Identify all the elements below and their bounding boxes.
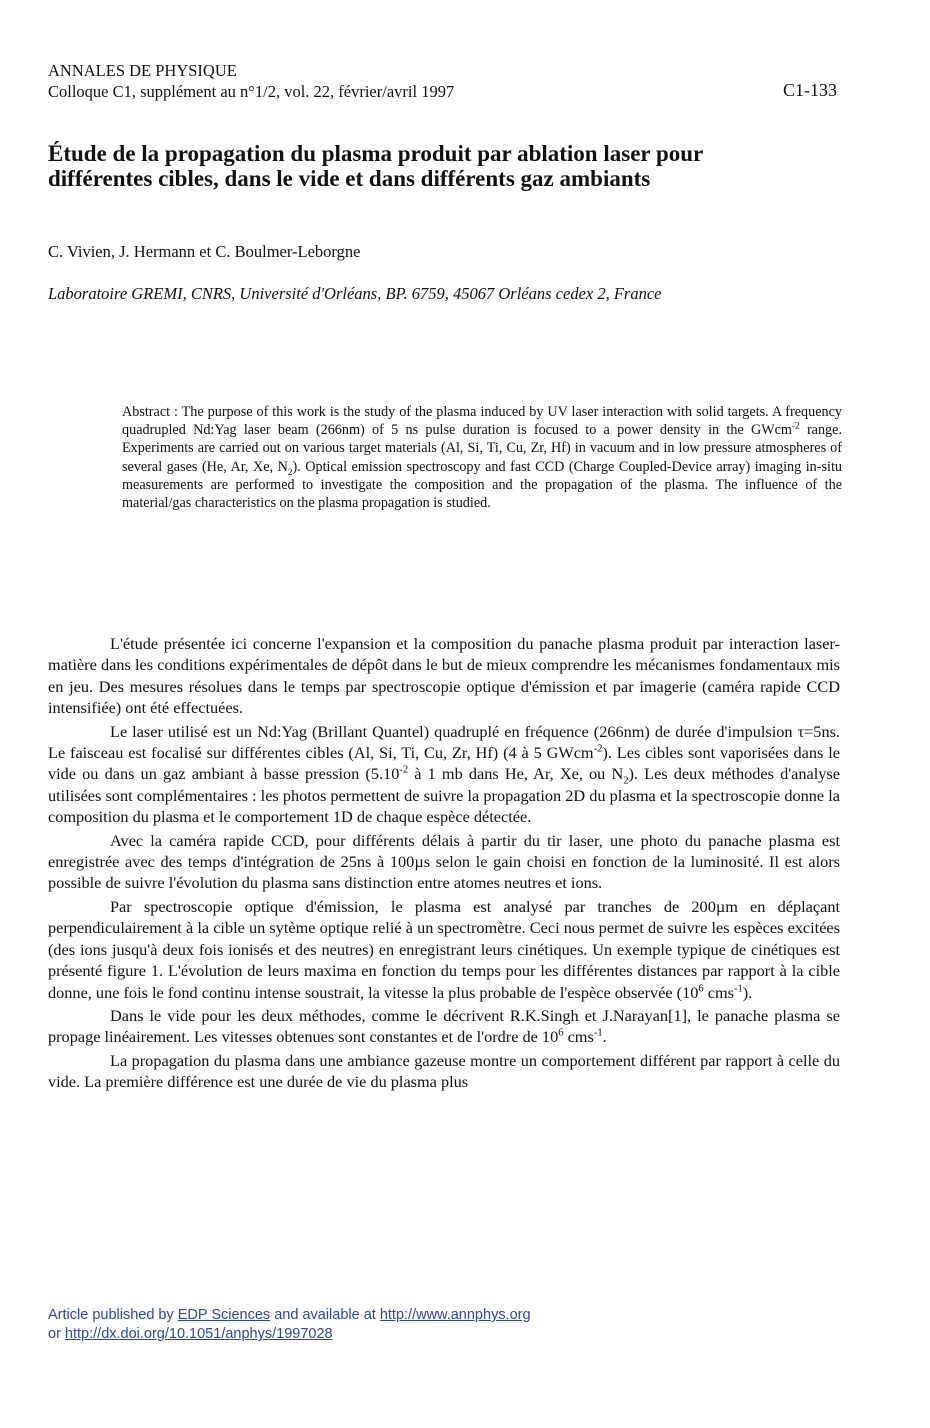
article-authors: C. Vivien, J. Hermann et C. Boulmer-Leborgne — [48, 242, 361, 261]
paragraph-2-part-a: Le laser utilisé est un Nd:Yag (Brillant Quantel) quadruplé en fréquence (266nm) de durée d'impulsion τ=5ns. Le faisceau est focalisé sur différentes cibles (Al, Si, Ti, Cu, Zr, Hf) (4 à 5 GWcm — [48, 721, 840, 763]
paragraph-5-part-b: cms — [563, 1027, 594, 1047]
abstract-text-1: Abstract : The purpose of this work is the study of the plasma induced by UV laser interaction with solid targets. A frequency quadrupled Nd:Yag laser beam (266nm) of 5 ns pulse duration is focused to a power density in the GWcm — [122, 404, 842, 439]
footer-line-1 — [48, 1306, 848, 1325]
article-title: Étude de la propagation du plasma produit par ablation laser pour différentes cibles, dans le vide et dans différents gaz ambiants — [48, 141, 703, 191]
journal-name: ANNALES DE PHYSIQUE — [48, 61, 237, 80]
page-number: C1-133 — [783, 80, 837, 100]
body-text — [48, 633, 840, 1095]
paragraph-6: La propagation du plasma dans une ambiance gazeuse montre un comportement différent par rapport à celle du vide. La première différence est une durée de vie du plasma plus — [48, 1050, 840, 1092]
paragraph-2-part-d: ). Les deux méthodes d'analyse utilisées sont complémentaires : les photos permettent de suivre la propagation 2D du plasma et la spectroscopie donne la composition du plasma et le comportement 1D de chaque espèce détectée. — [48, 764, 840, 827]
paragraph-2-sub: 2 — [623, 775, 629, 787]
paragraph-4-part-b: cms — [703, 982, 734, 1002]
footer-line-2 — [48, 1325, 848, 1344]
paragraph-2-part-c: à 1 mb dans He, Ar, Xe, ou N — [408, 764, 624, 784]
footer-middle: and available at — [270, 1307, 380, 1323]
abstract-text-2: range. Experiments are carried out on various target materials (Al, Si, Ti, Cu, Zr, Hf) in vacuum and in low pressure atmospheres of several gases (He, Ar, Xe, N — [122, 422, 842, 475]
publication-footer — [48, 1306, 848, 1344]
paragraph-4-part-a: Par spectroscopie optique d'émission, le plasma est analysé par tranches de 200µm en déplaçant perpendiculairement à la cible un sytème optique relié à un spectromètre. Ceci nous permet de suivre les espèces excitées (des ions jusqu'à deux fois ionisés et des neutres) en enregistrant leurs cinétiques. Un exemple typique de cinétiques est présenté figure 1. L'évolution de leurs maxima en fonction du temps pour les différentes distances par rapport à la cible donne, une fois le fond continu intense soustrait, la vitesse la plus probable de l'espèce observée (10 — [48, 896, 840, 1002]
paragraph-2-part-b: ). Les cibles sont vaporisées dans le vide ou dans un gaz ambiant à basse pression (5.10 — [48, 743, 840, 784]
publisher-link[interactable]: EDP Sciences — [177, 1307, 271, 1323]
paragraph-2 — [48, 721, 840, 828]
journal-header — [48, 60, 454, 102]
paragraph-5-sup-1: 6 — [558, 1027, 564, 1039]
colloque-info: Colloque C1, supplément au n°1/2, vol. 22, février/avril 1997 — [48, 82, 455, 101]
paragraph-3: Avec la caméra rapide CCD, pour différents délais à partir du tir laser, une photo du panache plasma est enregistrée avec des temps d'intégration de 25ns à 100µs selon le gain choisi en fonction de la luminosité. Il est alors possible de suivre l'évolution du plasma sans distinction entre atomes neutres et ions. — [48, 830, 840, 893]
paragraph-4-sup-1: 6 — [698, 983, 704, 995]
abstract-sup-1: -2 — [791, 420, 800, 431]
abstract-text-3: ). Optical emission spectroscopy and fast CCD (Charge Coupled-Device array) imaging in-situ measurements are performed to investigate the composition and the propagation of the plasma. The influence of the material/gas characteristics on the plasma propagation is studied. — [122, 458, 842, 512]
site-link[interactable]: http://www.annphys.org — [379, 1307, 531, 1323]
paragraph-5-sup-2: -1 — [593, 1027, 603, 1039]
paragraph-4 — [48, 896, 840, 1003]
doi-link[interactable]: http://dx.doi.org/10.1051/anphys/1997028 — [64, 1326, 333, 1342]
paragraph-4-part-c: ). — [742, 982, 753, 1002]
paragraph-4-sup-2: -1 — [733, 983, 743, 995]
paragraph-5-part-c: . — [602, 1027, 607, 1047]
abstract — [122, 403, 842, 512]
footer-or: or — [48, 1326, 65, 1342]
paragraph-5 — [48, 1005, 840, 1048]
footer-prefix: Article published by — [48, 1307, 178, 1323]
paragraph-2-sup-2: -2 — [399, 765, 409, 777]
article-affiliation: Laboratoire GREMI, CNRS, Université d'Orléans, BP. 6759, 45067 Orléans cedex 2, France — [48, 284, 662, 303]
paragraph-2-sup-1: -2 — [593, 743, 603, 755]
paragraph-5-part-a: Dans le vide pour les deux méthodes, comme le décrivent R.K.Singh et J.Narayan[1], le panache plasma se propage linéairement. Les vitesses obtenues sont constantes et de l'ordre de 10 — [48, 1005, 840, 1047]
abstract-sub-1: 2 — [287, 466, 293, 477]
paragraph-1: L'étude présentée ici concerne l'expansion et la composition du panache plasma produit par interaction laser-matière dans les conditions expérimentales de dépôt dans le but de mieux comprendre les mécanismes fondamentaux mis en jeu. Des mesures résolues dans le temps par spectroscopie optique d'émission et par imagerie (caméra rapide CCD intensifiée) ont été effectuées. — [48, 634, 840, 718]
